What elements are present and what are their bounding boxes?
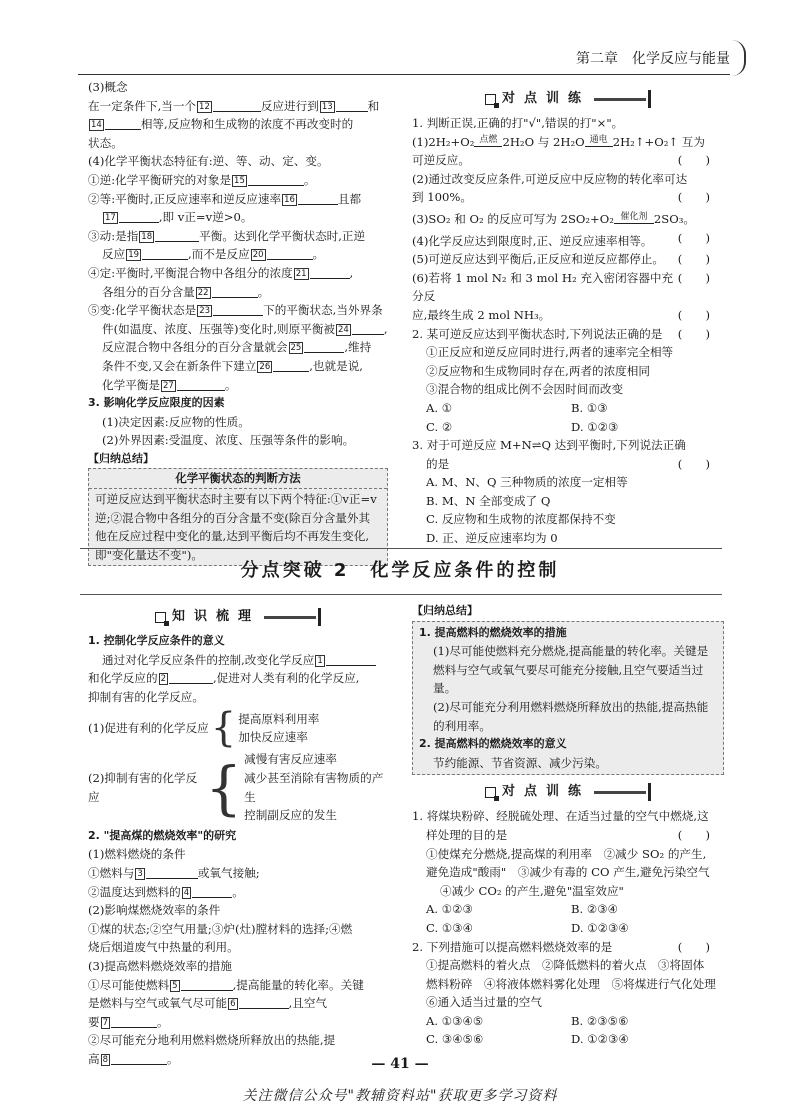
feature-3: ③动:是指 18 平衡。达到化学平衡状态时,正逆 (88, 228, 366, 243)
promote-item: 提高原料利用率 (238, 711, 320, 726)
q1-options-row-1: A. ①②③ B. ②③④ (426, 902, 619, 917)
q2-options-row-2: C. ② D. ①②③ (426, 419, 619, 434)
sub-3: (3)提高燃料燃烧效率的措施 (88, 958, 232, 973)
q1-item-5: (5)可逆反应达到平衡后,正反应和逆反应都停止。 ( ) (412, 252, 710, 285)
summary-box (88, 468, 388, 566)
section-label: 知识梳理 (171, 608, 260, 624)
inhibit-list (244, 750, 388, 824)
sub-3a: ①尽可能使燃料 5 ,提高能量的转化率。关键 (88, 977, 364, 992)
chapter-header: 第二章 化学反应与能量 (576, 51, 730, 67)
question-3: 3. 对于可逆反应 M+N⇌Q 达到平衡时,下列说法正确 (412, 438, 686, 453)
section-label: 对点训练 (501, 784, 590, 800)
q2-stmt-2: 燃料粉碎 ④将液体燃料雾化处理 ⑤将煤进行气化处理 (426, 976, 716, 991)
q1-item-2: (2)通过改变反应条件,可逆反应中反应物的转化率可达 (412, 171, 688, 186)
q3-option-a: A. M、N、Q 三种物质的浓度一定相等 (426, 475, 628, 490)
q2-stmt-1: ①正反应和逆反应同时进行,两者的速率完全相等 (426, 345, 674, 360)
q2-options-row-2: C. ③④⑤⑥ D. ①②③④ (426, 1032, 629, 1047)
summary-2a: 节约能源、节省资源、减少污染。 (433, 755, 607, 770)
feature-5-cont-1: 件(如温度、浓度、压强等)变化时,则原平衡被 24 , (102, 321, 388, 336)
feature-2-cont: 17 ,即 v正=v逆>0。 (105, 210, 253, 225)
inhibit-item: 控制副反应的发生 (244, 808, 337, 823)
footer-note: 关注微信公众号"教辅资料站"获取更多学习资料 (242, 1088, 558, 1104)
brace-icon: { (205, 753, 243, 822)
page-number: — 41 — (371, 1056, 429, 1072)
sub-1: (1)燃料燃烧的条件 (88, 847, 186, 862)
section-vbar (648, 783, 651, 801)
features-title: (4)化学平衡状态特征有:逆、等、动、定、变。 (88, 154, 329, 169)
section-square-icon (155, 612, 166, 623)
sub-1b: ②温度达到燃料的 4 。 (88, 884, 244, 899)
para-1: 通过对化学反应条件的控制,改变化学反应 1 (88, 651, 388, 670)
q3-option-c: C. 反应物和生成物的浓度都保持不变 (426, 512, 616, 527)
inhibit-group (88, 750, 388, 824)
practice-section-heading (412, 781, 724, 803)
summary-tag: 【归纳总结】 (412, 604, 478, 617)
concept-line-3: 状态。 (88, 135, 123, 150)
q1-stmt-1: ①使煤充分燃烧,提高煤的利用率 ②减少 SO₂ 的产生, (426, 846, 707, 861)
q2-options-row-1: A. ① B. ①③ (426, 400, 608, 415)
summary-tag: 【归纳总结】 (88, 451, 154, 465)
concept-title: (3)概念 (88, 80, 128, 94)
feature-5-cont-4: 化学平衡是 27 。 (102, 377, 237, 392)
feature-5-cont-3: 条件不变,又会在新条件下建立 26 ,也就是说, (102, 358, 363, 373)
heading-1: 1. 控制化学反应条件的意义 (88, 634, 225, 647)
para-1-end: 抑制有害的化学反应。 (88, 689, 204, 704)
summary-box (412, 621, 724, 776)
q2-options-row-1: A. ①③④⑤ B. ②③⑤⑥ (426, 1013, 629, 1028)
header-bracket-decoration (732, 40, 746, 76)
q1-item-6: (6)若将 1 mol N₂ 和 3 mol H₂ 充入密闭容器中充分反 (412, 270, 674, 304)
sub-3e: 高 8 。 (88, 1051, 179, 1066)
q3-option-d: D. 正、逆反应速率均为 0 (426, 531, 558, 546)
q1-item-1-cont: 可逆反应。 ( ) (412, 153, 710, 168)
section-vbar (318, 608, 321, 626)
q3-option-b: B. M、N 全部变成了 Q (426, 493, 551, 508)
section-label: 对点训练 (501, 90, 590, 106)
q1-options-row-2: C. ①③④ D. ①②③④ (426, 920, 629, 935)
q1-item-3: (3)SO₂ 和 O₂ 的反应可写为 2SO₂+O₂ 催化剂 2SO₃。 ( ) (412, 211, 710, 245)
concept-line-1: 在一定条件下,当一个 12 反应进行到 13 和 (88, 98, 380, 113)
section-title: 分点突破 2 化学反应条件的控制 (240, 560, 560, 581)
summary-box-text: 可逆反应达到平衡状态时主要有以下两个特征:①v正=v逆;②混合物中各组分的百分含量不变(除百分含量外其他在反应过程中变化的量,达到平衡后均不再发生变化,即"变化量达不变")。 (95, 492, 377, 562)
summary-1a: (1)尽可能使燃料充分燃烧,提高能量的转化率。关键是燃料与空气或氧气要尽可能充分接触,且空气要适当过量。 (433, 644, 709, 696)
q2-stmt-1: ①提高燃料的着火点 ②降低燃料的着火点 ③将固体 (426, 958, 705, 973)
concept-line-2: 14 相等,反应物和生成物的浓度不再改变时的 (91, 117, 354, 132)
inhibit-label: (2)抑制有害的化学反应 (88, 770, 198, 804)
feature-4: ④定:平衡时,平衡混合物中各组分的浓度 21 , (88, 265, 354, 280)
section-square-icon (485, 787, 496, 798)
inhibit-item: 减慢有害反应速率 (244, 752, 337, 767)
q1-item-6-cont: 应,最终生成 2 mol NH₃。 ( ) (412, 307, 710, 322)
q1-stmt-2: 避免造成"酸雨" ③减少有毒的 CO 产生,避免污染空气 (426, 865, 710, 880)
right-top-column (412, 86, 724, 548)
summary-1b: (2)尽可能充分利用燃料燃烧所释放出的热能,提高热能的利用率。 (433, 699, 709, 733)
heading-2: 2. "提高煤的燃烧效率"的研究 (88, 828, 237, 842)
promote-group (88, 705, 388, 752)
factor-1: (1)决定因素:反应物的性质。 (102, 414, 250, 429)
mid-divider-bottom (80, 594, 722, 595)
right-bottom-column (412, 602, 724, 1049)
q1-stmt-3: ④减少 CO₂ 的产生,避免"温室效应" (440, 883, 624, 898)
promote-item: 加快反应速率 (238, 730, 308, 745)
para-1-cont: 和化学反应的 2 ,促进对人类有利的化学反应, (88, 671, 360, 686)
promote-list (238, 710, 319, 747)
sub-2a: ①煤的状态;②空气用量;③炉(灶)膛材料的选择;④燃 (88, 921, 353, 936)
section-square-icon (485, 94, 496, 105)
practice-section-heading (412, 88, 724, 110)
sub-3d: ②尽可能充分地利用燃料燃烧所释放出的热能,提 (88, 1033, 336, 1048)
feature-4-cont: 各组分的百分含量 22 。 (102, 284, 270, 299)
left-bottom-column (88, 604, 388, 1068)
brace-icon: { (210, 705, 237, 752)
question-1-cont: 样处理的目的是 ( ) (426, 827, 710, 842)
q1-item-1: (1)2H₂+O₂ 点燃 2H₂O 与 2H₂O 通电 2H₂↑+O₂↑ 互为 (412, 134, 705, 149)
sub-3c: 要 7 。 (88, 1014, 169, 1029)
sub-2b: 烧后烟道废气中热量的利用。 (88, 940, 239, 955)
sub-1a: ①燃料与 3 或氧气接触; (88, 865, 260, 880)
q2-stmt-2: ②反应物和生成物同时存在,两者的浓度相同 (426, 363, 650, 378)
summary-heading-2: 2. 提高燃料的燃烧效率的意义 (419, 737, 567, 751)
section-bar (264, 616, 316, 619)
feature-5-cont-2: 反应混合物中各组分的百分含量就会 25 ,维持 (102, 340, 372, 355)
q1-item-2-cont: 到 100%。 ( ) (412, 190, 710, 205)
q1-item-4: (4)化学反应达到限度时,正、逆反应速率相等。 ( ) (412, 233, 710, 267)
factors-title: 3. 影响化学反应限度的因素 (88, 396, 225, 410)
feature-2: ②等:平衡时,正反应速率和逆反应速率 16 且都 (88, 191, 362, 206)
left-top-column (88, 78, 388, 566)
feature-3-cont: 反应 19 ,而不是反应 20 。 (102, 247, 325, 262)
section-bar (594, 791, 646, 794)
summary-heading-1: 1. 提高燃料的燃烧效率的措施 (419, 625, 567, 639)
feature-5: ⑤变:化学平衡状态是 23 下的平衡状态,当外界条 (88, 303, 383, 318)
q2-stmt-3: ③混合物的组成比例不会因时间而改变 (426, 382, 624, 397)
factor-2: (2)外界因素:受温度、浓度、压强等条件的影响。 (102, 433, 355, 448)
promote-label: (1)促进有利的化学反应 (88, 721, 209, 736)
mid-divider-top (80, 548, 722, 549)
section-vbar (648, 90, 651, 108)
q2-stmt-3: ⑥通入适当过量的空气 (426, 995, 542, 1010)
sub-3b: 是燃料与空气或氧气尽可能 6 ,且空气 (88, 996, 328, 1011)
question-1: 1. 将煤块粉碎、经脱硫处理、在适当过量的空气中燃烧,这 (412, 809, 709, 824)
header-rule (78, 74, 730, 75)
inhibit-item: 减少甚至消除有害物质的产生 (244, 770, 384, 804)
question-3-cont: 的是 ( ) (426, 456, 710, 471)
section-bar (594, 98, 646, 101)
question-2: 2. 下列措施可以提高燃料燃烧效率的是 ( ) (412, 939, 710, 954)
question-1: 1. 判断正误,正确的打"√",错误的打"×"。 (412, 116, 624, 130)
feature-1: ①逆:化学平衡研究的对象是 15 。 (88, 172, 316, 187)
knowledge-section-heading (88, 606, 388, 628)
question-2: 2. 某可逆反应达到平衡状态时,下列说法正确的是 ( ) (412, 326, 710, 341)
sub-2: (2)影响煤燃烧效率的条件 (88, 903, 221, 918)
summary-box-title: 化学平衡状态的判断方法 (89, 469, 387, 489)
